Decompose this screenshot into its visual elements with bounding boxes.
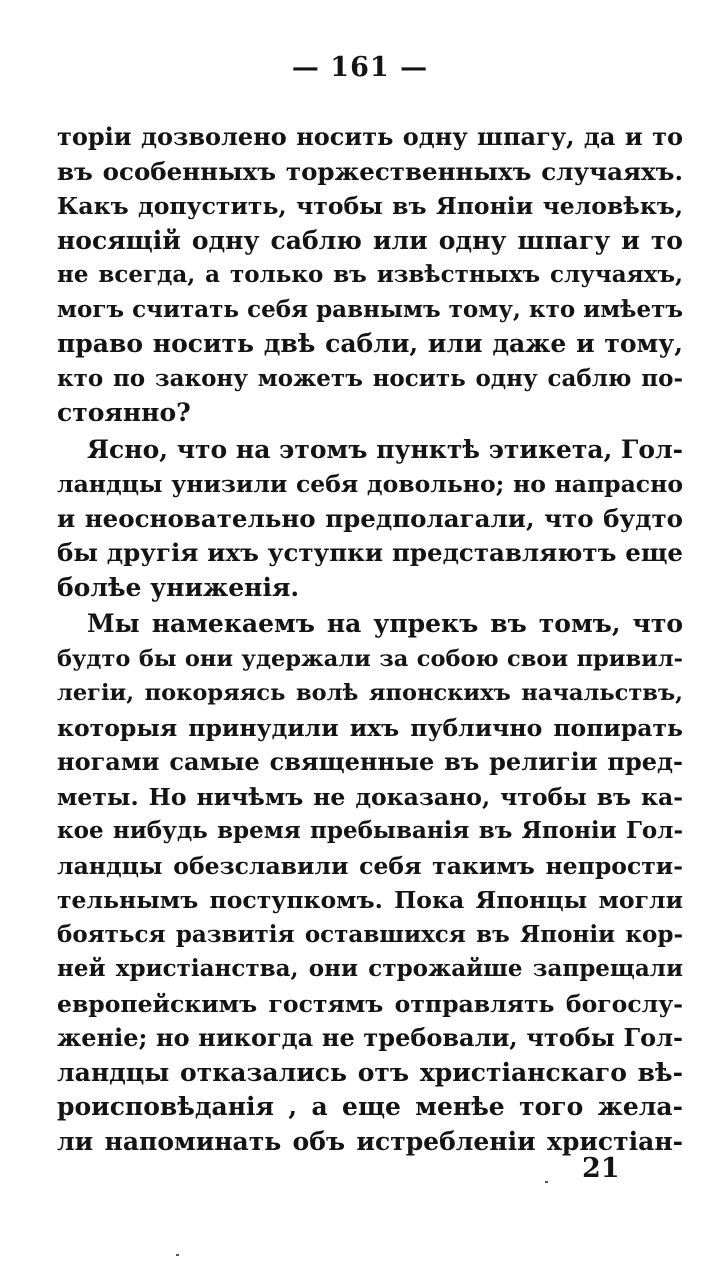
text-line: кто по закону можетъ носить одну саблю по- [57,364,683,392]
text-line: торіи дозволено носить одну шпагу, да и то [57,122,683,151]
text-line: ногами самые священные въ религіи пред- [57,747,683,776]
text-line: бы другія ихъ уступки представляютъ еще [57,538,683,567]
text-line: не всегда, а только въ извѣстныхъ случаяхъ, [57,261,683,288]
paragraph-1 [57,120,683,431]
text-line: право носить двѣ сабли, или даже и тому, [57,329,683,358]
text-line: легіи, покоряясь волѣ японскихъ начальствъ, [57,680,683,706]
text-line: ли напоминать объ истребленіи христіан- [57,1126,683,1156]
print-speck [176,1254,179,1256]
text-line: Какъ допустить, чтобы въ Японіи человѣкъ, [57,192,683,220]
print-speck [545,1181,548,1183]
text-line: меты. Но ничѣмъ не доказано, чтобы въ ка- [57,782,683,811]
text-line: ней христіанства, они строжайше запрещали [57,955,683,982]
text-line: могъ считать себя равнымъ тому, кто имѣетъ [57,295,683,323]
text-line: болѣе униженія. [57,572,300,602]
paragraph-2 [57,433,683,606]
text-line: Мы намекаемъ на упрекъ въ томъ, что [87,609,683,638]
text-line: европейскимъ гостямъ отправлять богослу- [57,989,683,1018]
text-line: женіе; но никогда не требовали, чтобы Гол- [57,1023,683,1052]
text-line: носящій одну саблю или одну шпагу и то [57,225,683,255]
text-line: стоянно? [57,398,191,427]
text-line: Ясно, что на этомъ пунктѣ этикета, Гол- [87,434,683,464]
text-line: ландцы обезславили себя такимъ непрости- [57,851,683,880]
text-line: будто бы они удержали за собою свои привил- [57,645,683,672]
text-line: ландцы отказались отъ христіанскаго вѣ- [57,1057,683,1087]
text-line: бояться развитія оставшихся въ Японіи кор- [57,920,683,948]
text-line: ландцы унизили себя довольно; но напрасно [57,470,683,498]
text-line: тельнымъ поступкомъ. Пока Японцы могли [57,886,683,914]
paragraph-3 [57,607,683,1159]
text-line: кое нибудь время пребыванія въ Японіи Гол- [57,817,683,844]
text-line: и неосновательно предполагали, что будто [57,503,683,533]
text-line: которыя принудили ихъ публично попирать [57,713,683,742]
signature-mark: 21 [582,1153,620,1184]
text-line: роисповѣданія , а еще менѣе того жела- [57,1092,683,1121]
body-text [57,120,683,1159]
page-number-header: — 161 — [291,52,429,83]
text-line: въ особенныхъ торжественныхъ случаяхъ. [57,156,683,186]
